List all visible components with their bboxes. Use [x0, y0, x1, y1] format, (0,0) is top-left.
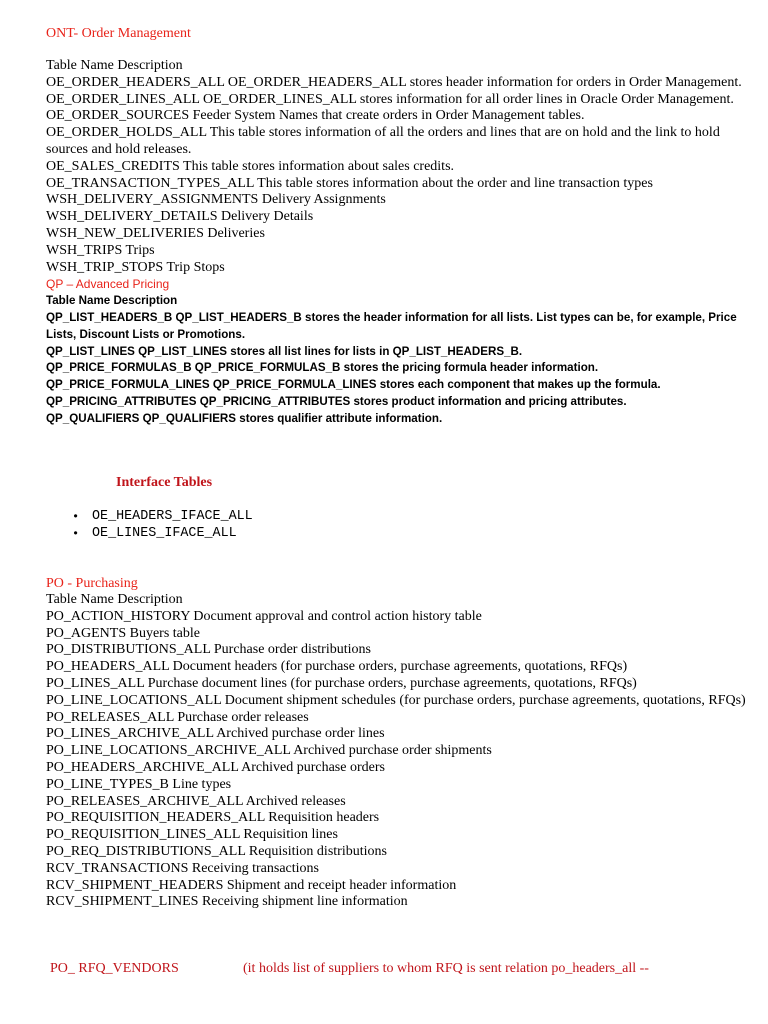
po-line: PO_DISTRIBUTIONS_ALL Purchase order distributions — [46, 642, 371, 658]
ont-line: OE_ORDER_HOLDS_ALL This table stores information of all the orders and lines that are on hold and the link to hold sources and hold releases. — [46, 125, 720, 157]
qp-line: QP_PRICING_ATTRIBUTES QP_PRICING_ATTRIBUTES stores product information and pricing attributes. — [46, 394, 627, 408]
po-line: PO_RELEASES_ARCHIVE_ALL Archived releases — [46, 793, 346, 809]
po-section — [46, 575, 746, 911]
qp-line: QP_QUALIFIERS QP_QUALIFIERS stores qualifier attribute information. — [46, 411, 443, 425]
po-line: RCV_SHIPMENT_HEADERS Shipment and receipt header information — [46, 877, 457, 893]
ont-heading: ONT- Order Management — [46, 26, 191, 41]
po-line: PO_HEADERS_ARCHIVE_ALL Archived purchase orders — [46, 759, 385, 775]
ont-line: WSH_TRIP_STOPS Trip Stops — [46, 259, 225, 275]
qp-line: QP_LIST_LINES QP_LIST_LINES stores all list lines for lists in QP_LIST_HEADERS_B. — [46, 344, 523, 358]
po-line: PO_LINE_TYPES_B Line types — [46, 776, 232, 792]
ont-line: WSH_DELIVERY_ASSIGNMENTS Delivery Assignments — [46, 192, 386, 208]
ont-section — [46, 25, 746, 541]
list-item: • OE_HEADERS_IFACE_ALL — [72, 509, 253, 526]
po-heading: PO - Purchasing — [46, 576, 138, 591]
po-line: PO_LINES_ARCHIVE_ALL Archived purchase order lines — [46, 726, 385, 742]
po-line: PO_LINE_LOCATIONS_ARCHIVE_ALL Archived purchase order shipments — [46, 743, 492, 759]
interface-heading: Interface Tables — [116, 475, 213, 490]
po-line: PO_ACTION_HISTORY Document approval and control action history table — [46, 608, 482, 624]
po-line: PO_REQ_DISTRIBUTIONS_ALL Requisition distributions — [46, 843, 387, 859]
vendor-name: PO_ RFQ_VENDORS — [50, 961, 179, 976]
list-item: • OE_LINES_IFACE_ALL — [72, 526, 253, 543]
po-line: Table Name Description — [46, 592, 183, 607]
interface-list — [72, 509, 253, 543]
ont-line: OE_ORDER_LINES_ALL OE_ORDER_LINES_ALL stores information for all order lines in Oracle Order Management. — [46, 91, 734, 107]
ont-line: WSH_TRIPS Trips — [46, 242, 155, 258]
po-line: RCV_TRANSACTIONS Receiving transactions — [46, 860, 319, 876]
ont-line: OE_TRANSACTION_TYPES_ALL This table stores information about the order and line transaction types — [46, 175, 653, 191]
qp-line: QP_PRICE_FORMULAS_B QP_PRICE_FORMULAS_B stores the pricing formula header information. — [46, 361, 599, 375]
ont-line: WSH_DELIVERY_DETAILS Delivery Details — [46, 209, 314, 225]
ont-line: OE_SALES_CREDITS This table stores information about sales credits. — [46, 158, 455, 174]
qp-line: Table Name Description — [46, 294, 178, 308]
ont-line: WSH_NEW_DELIVERIES Deliveries — [46, 225, 265, 241]
po-line: PO_HEADERS_ALL Document headers (for purchase orders, purchase agreements, quotations, RFQs) — [46, 659, 628, 675]
qp-heading: QP – Advanced Pricing — [46, 277, 170, 292]
po-line: PO_REQUISITION_HEADERS_ALL Requisition headers — [46, 810, 380, 826]
po-line: PO_REQUISITION_LINES_ALL Requisition lines — [46, 827, 338, 843]
ont-line: OE_ORDER_SOURCES Feeder System Names that create orders in Order Management tables. — [46, 108, 585, 124]
po-line: PO_LINE_LOCATIONS_ALL Document shipment schedules (for purchase orders, purchase agreements, quotations, RFQs) — [46, 692, 746, 708]
ont-line: OE_ORDER_HEADERS_ALL OE_ORDER_HEADERS_ALL stores header information for orders in Order Management. — [46, 74, 742, 90]
po-line: PO_RELEASES_ALL Purchase order releases — [46, 709, 309, 725]
vendor-description: (it holds list of suppliers to whom RFQ is sent relation po_headers_all -- — [243, 961, 649, 976]
qp-line: QP_PRICE_FORMULA_LINES QP_PRICE_FORMULA_LINES stores each component that makes up the formula. — [46, 378, 661, 392]
po-line: PO_AGENTS Buyers table — [46, 625, 200, 641]
qp-line: QP_LIST_HEADERS_B QP_LIST_HEADERS_B stores the header information for all lists. List types can be, for example, Price Lists, Discount Lists or Promotions. — [46, 310, 737, 341]
po-line: PO_LINES_ALL Purchase document lines (for purchase orders, purchase agreements, quotations, RFQs) — [46, 675, 637, 691]
po-line: RCV_SHIPMENT_LINES Receiving shipment line information — [46, 894, 408, 910]
ont-line: Table Name Description — [46, 58, 183, 73]
qp-section — [46, 293, 746, 427]
